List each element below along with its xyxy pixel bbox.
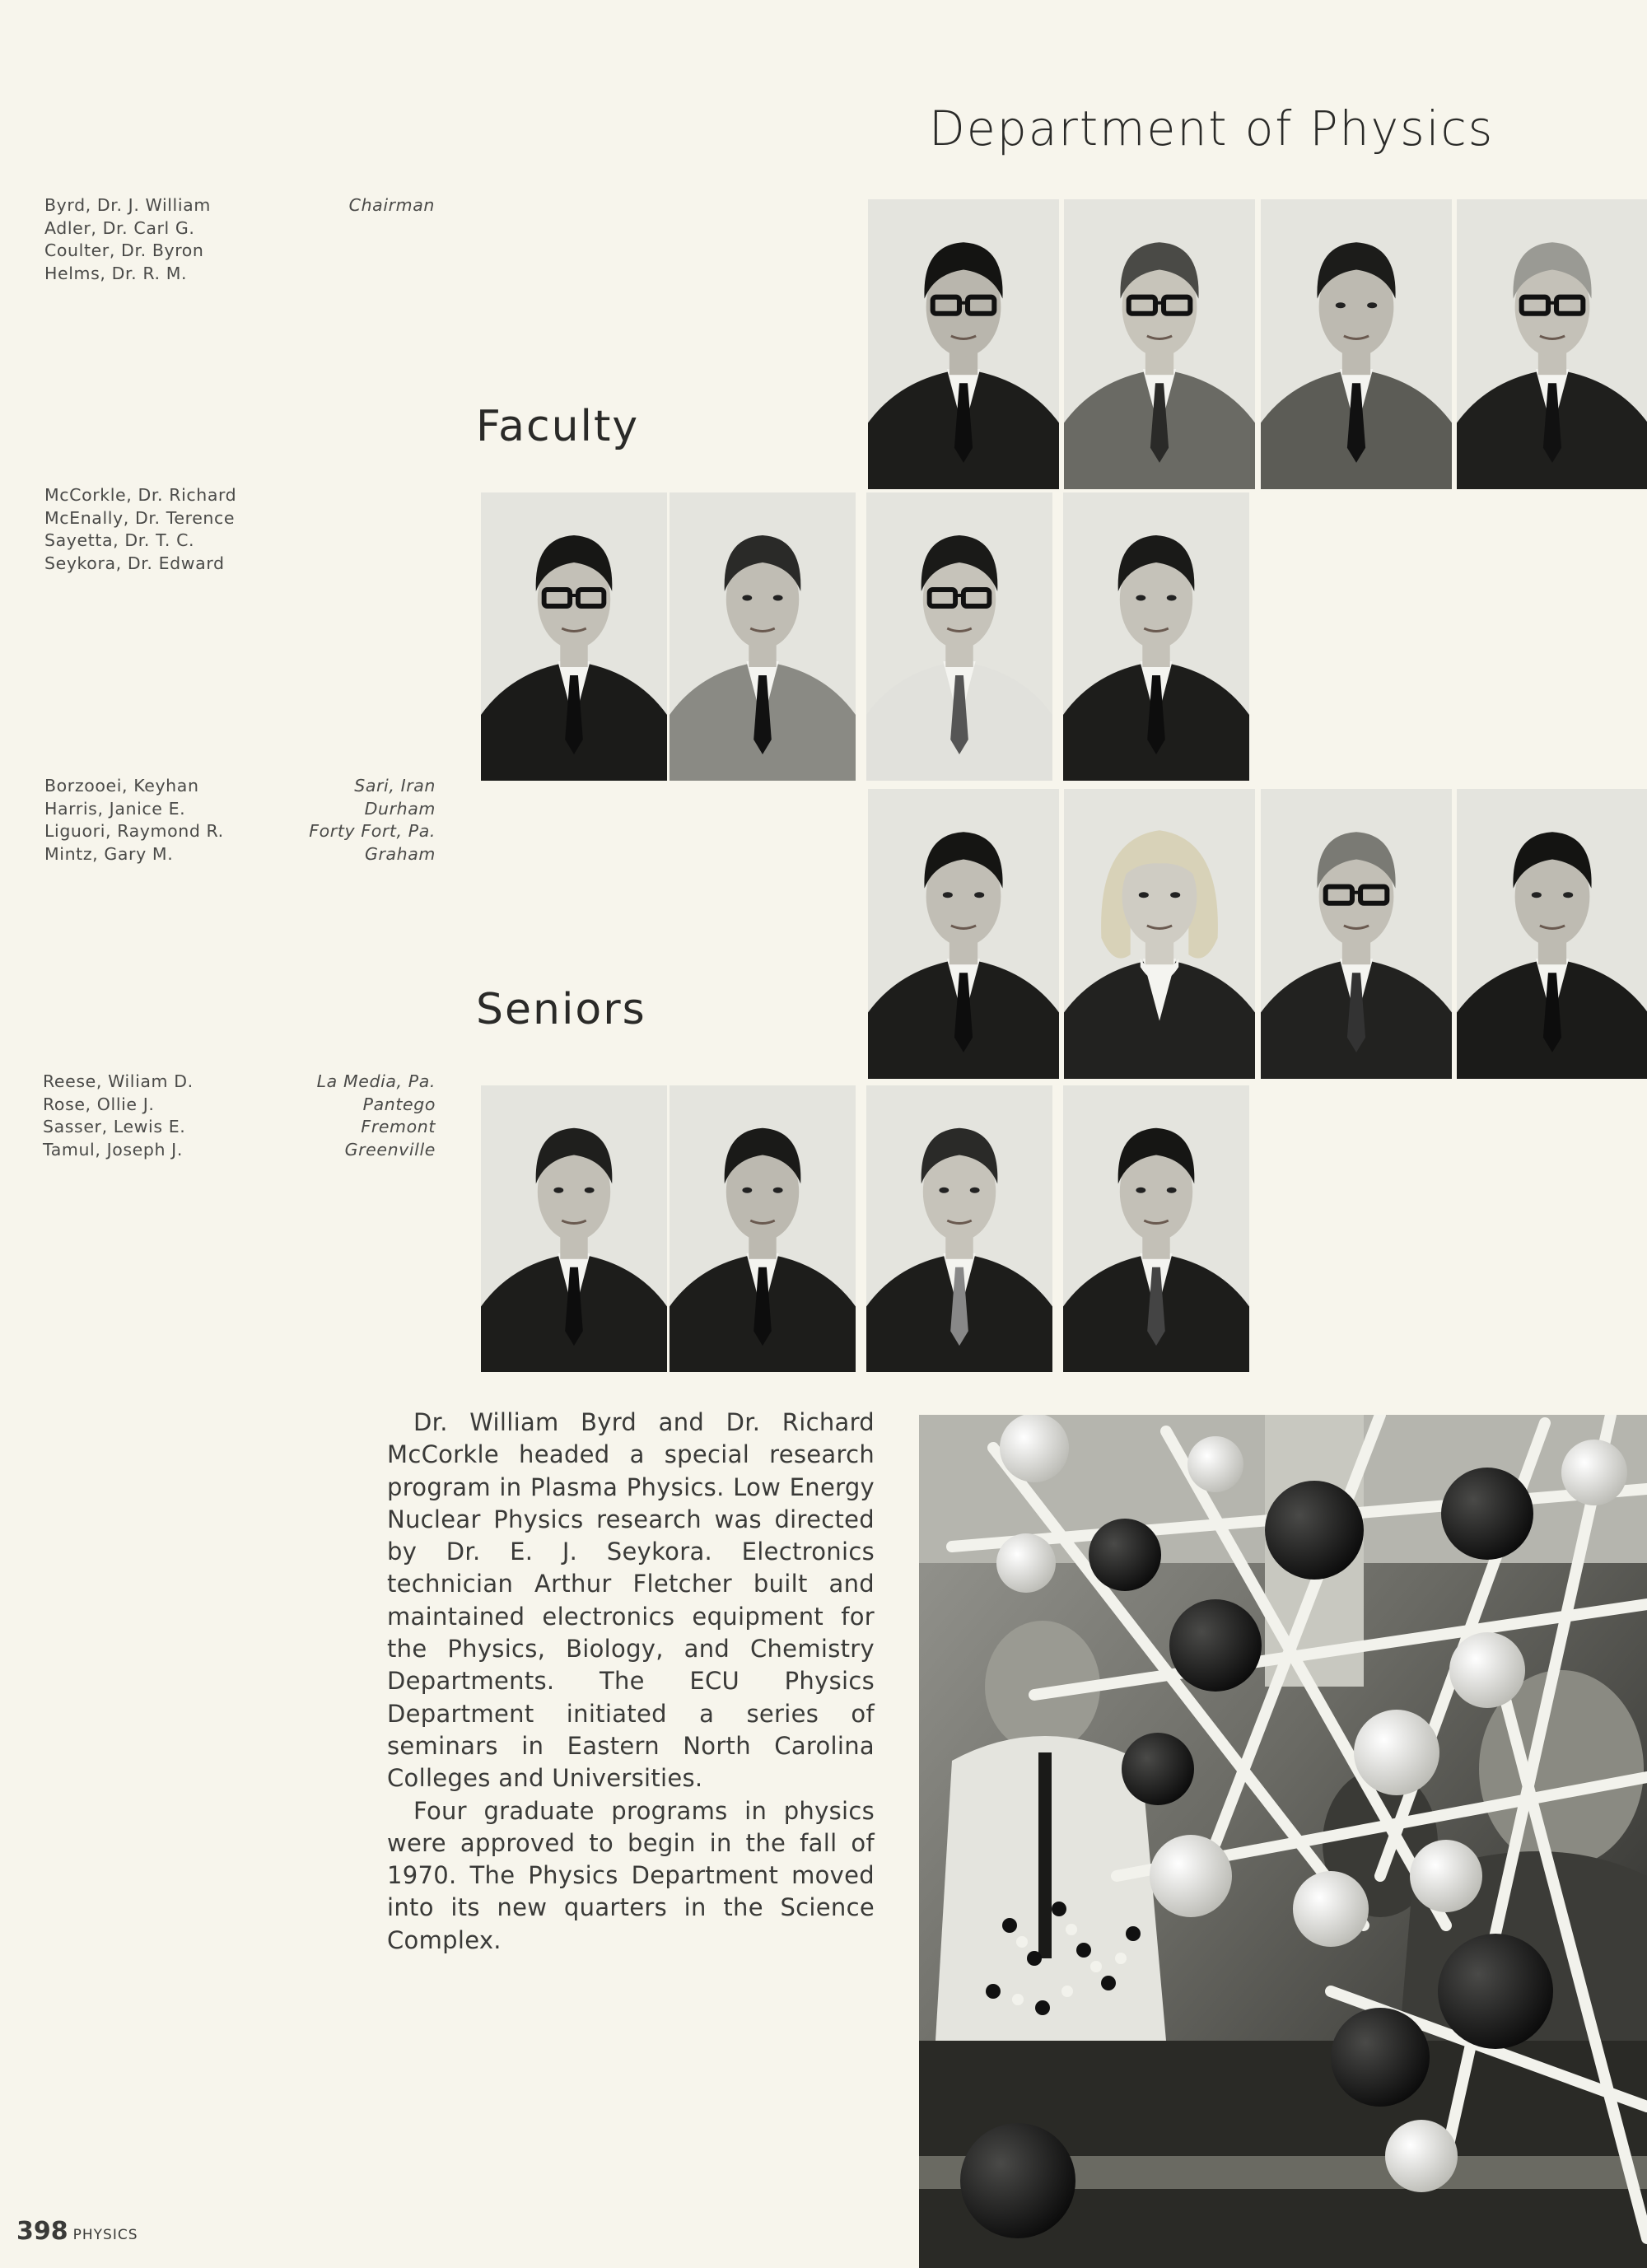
page-footer: [16, 2217, 138, 2246]
senior-portrait: [1261, 789, 1452, 1079]
faculty-portrait: [1261, 199, 1452, 489]
chairman-note: Chairman: [348, 195, 435, 215]
faculty-portrait: [1064, 199, 1255, 489]
faculty-portrait: [866, 492, 1052, 781]
name-entry: Tamul, Joseph J.: [43, 1139, 183, 1160]
seniors-hometowns-1: [309, 775, 436, 866]
name-entry: Mintz, Gary M.: [44, 843, 174, 864]
senior-portrait: [866, 1085, 1052, 1372]
senior-portrait: [670, 1085, 856, 1372]
hometown-entry: Sari, Iran: [354, 776, 436, 796]
faculty-portrait: [1063, 492, 1249, 781]
senior-portrait: [1063, 1085, 1249, 1372]
name-entry: Harris, Janice E.: [44, 798, 186, 819]
faculty-heading: Faculty: [476, 402, 640, 451]
seniors-names-2: [43, 1071, 194, 1161]
faculty-notes-1: [349, 194, 435, 217]
seniors-heading: Seniors: [476, 985, 646, 1034]
senior-portrait: [481, 1085, 667, 1372]
page-number: 398: [16, 2217, 68, 2246]
faculty-portrait: [670, 492, 856, 781]
name-entry: Sasser, Lewis E.: [43, 1117, 186, 1136]
faculty-names-1: [44, 194, 211, 285]
hometown-entry: Forty Fort, Pa.: [309, 821, 436, 841]
seniors-names-1: [44, 775, 224, 866]
hometown-entry: Graham: [364, 843, 436, 864]
seniors-hometowns-2: [317, 1071, 436, 1161]
faculty-portrait: [481, 492, 667, 781]
section-name: PHYSICS: [72, 2227, 138, 2243]
name-entry: McCorkle, Dr. Richard: [44, 485, 237, 505]
hometown-entry: Durham: [364, 798, 436, 819]
hometown-entry: La Media, Pa.: [316, 1071, 436, 1091]
name-entry: Borzooei, Keyhan: [44, 776, 199, 796]
name-entry: Sayetta, Dr. T. C.: [44, 530, 195, 550]
hometown-entry: Fremont: [361, 1117, 436, 1136]
name-entry: Byrd, Dr. J. William: [44, 195, 211, 215]
article-paragraph: Dr. William Byrd and Dr. Richard McCorkle headed a special research program in Plasma Physics. Low Energy Nuclear Physics research was directed by Dr. E. J. Seykora. Electronics technician Arthur Fletcher built and maintained electronics equipment for the Physics, Biology, and Chemistry Departments. The ECU Physics Department initiated a series of seminars in Eastern North Carolina Colleges and Universities.: [387, 1408, 875, 1793]
senior-portrait: [1064, 789, 1255, 1079]
name-entry: Liguori, Raymond R.: [44, 821, 224, 841]
senior-portrait: [1457, 789, 1647, 1079]
article-paragraph: Four graduate programs in physics were approved to begin in the fall of 1970. The Physics Department moved into its new quarters in the Science Complex.: [387, 1796, 875, 1954]
hometown-entry: Pantego: [362, 1094, 436, 1114]
lab-photo-molecular-model: [919, 1415, 1647, 2268]
name-entry: Rose, Ollie J.: [43, 1094, 155, 1114]
name-entry: McEnally, Dr. Terence: [44, 507, 236, 528]
senior-portrait: [868, 789, 1059, 1079]
article-text: [387, 1407, 875, 1957]
faculty-portrait: [1457, 199, 1647, 489]
faculty-names-2: [44, 484, 236, 575]
name-entry: Seykora, Dr. Edward: [44, 553, 225, 573]
page-title: Department of Physics: [929, 100, 1495, 156]
name-entry: Helms, Dr. R. M.: [44, 263, 188, 283]
faculty-portrait: [868, 199, 1059, 489]
name-entry: Coulter, Dr. Byron: [44, 240, 204, 260]
hometown-entry: Greenville: [344, 1139, 436, 1160]
name-entry: Adler, Dr. Carl G.: [44, 217, 195, 238]
name-entry: Reese, Wiliam D.: [43, 1071, 194, 1091]
